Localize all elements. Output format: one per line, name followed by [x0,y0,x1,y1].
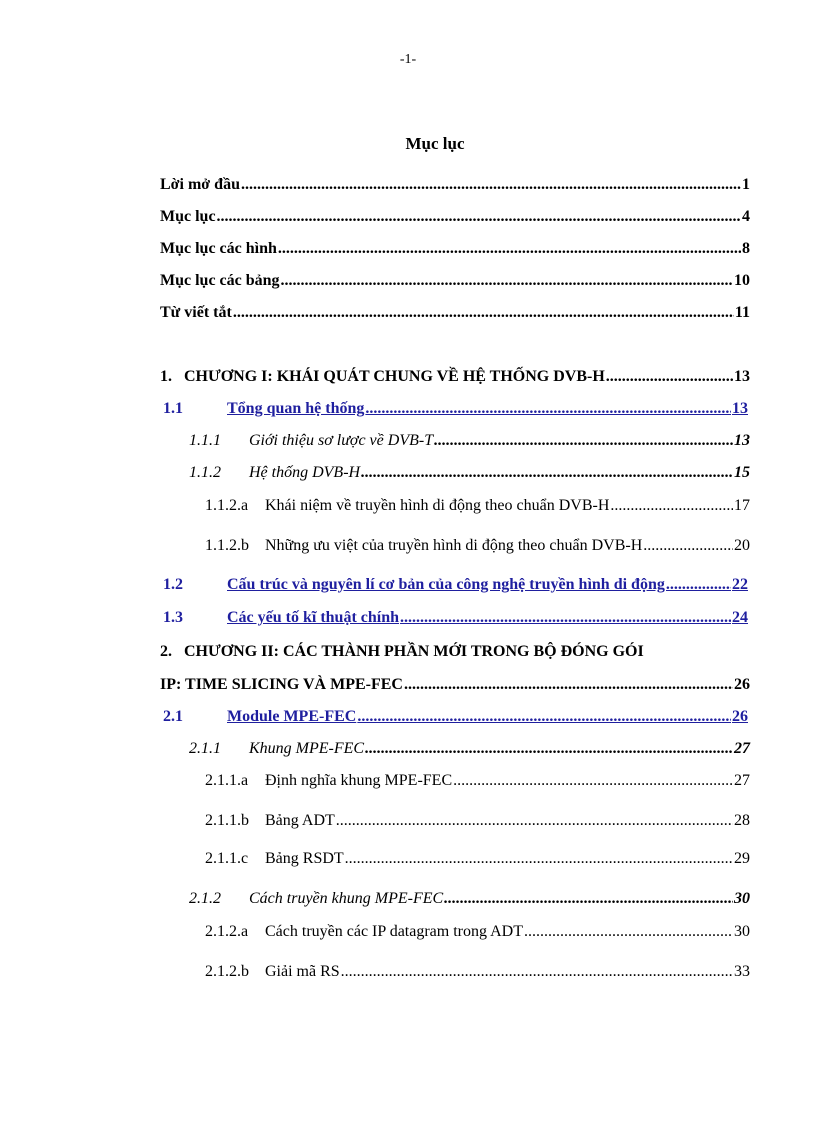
toc-entry-number: 1.2 [163,576,183,593]
toc-subsection-2-1-2[interactable] [189,890,750,908]
toc-entry-label: Lời mở đầu [160,176,240,193]
toc-entry-number: 1.1 [163,400,183,417]
toc-entry-label: Bảng RSDT [265,850,344,867]
toc-subsection-1-1-1[interactable] [189,432,750,450]
toc-entry-label: Các yếu tố kĩ thuật chính [227,609,400,626]
toc-entry-page: 4 [742,208,750,225]
toc-entry-page: 33 [734,963,750,980]
toc-entry-page: 1 [742,176,750,193]
toc-entry-muc-luc-cac-hinh[interactable] [160,240,750,258]
toc-entry-muc-luc[interactable] [160,208,750,226]
toc-subsection-1-1-2[interactable] [189,464,750,482]
toc-entry-page: 13 [734,368,750,385]
toc-entry-page: 10 [734,272,750,289]
toc-entry-label: Khái niệm về truyền hình di động theo chuẩn DVB-H [265,497,610,514]
toc-entry-number: 2.1 [163,708,183,725]
toc-entry-page: 30 [734,890,750,907]
toc-item-1-1-2-b[interactable] [205,537,750,555]
toc-entry-page: 22 [732,576,748,593]
toc-title: Mục lục [405,134,465,153]
toc-entry-label: Cấu trúc và nguyên lí cơ bản của công nghệ truyền hình di động [227,576,665,593]
toc-entry-number: 1.1.2.a [205,497,249,514]
toc-entry-number: 1.1.2.b [205,537,249,554]
toc-entry-label: CHƯƠNG I: KHÁI QUÁT CHUNG VỀ HỆ THỐNG DVB-H [184,368,605,385]
toc-entry-loi-mo-dau[interactable] [160,176,750,194]
toc-entry-label: Mục lục các hình [160,240,277,257]
toc-entry-number: 2. [160,643,172,660]
toc-entry-tu-viet-tat[interactable] [160,304,750,322]
toc-entry-page: 27 [734,772,750,789]
toc-entry-label: Từ viết tắt [160,304,232,321]
toc-entry-label: CHƯƠNG II: CÁC THÀNH PHẦN MỚI TRONG BỘ ĐÓNG GÓI [184,643,644,660]
toc-section-1-2[interactable] [163,576,748,594]
toc-entry-number: 2.1.2.a [205,923,249,940]
toc-entry-number: 2.1.1.b [205,812,249,829]
toc-entry-page: 17 [734,497,750,514]
toc-chapter-2-line1[interactable] [160,643,750,661]
toc-entry-page: 29 [734,850,750,867]
toc-item-1-1-2-a[interactable] [205,497,750,515]
page-number: -1- [399,52,417,67]
toc-subsection-2-1-1[interactable] [189,740,750,758]
toc-entry-number: 2.1.2.b [205,963,249,980]
toc-item-2-1-1-a[interactable] [205,772,750,790]
toc-item-2-1-2-a[interactable] [205,923,750,941]
toc-entry-label: Hệ thống DVB-H [249,464,361,481]
toc-entry-number: 2.1.2 [189,890,221,907]
toc-entry-number: 1.1.2 [189,464,221,481]
toc-entry-page: 13 [734,432,750,449]
toc-entry-page: 8 [742,240,750,257]
toc-entry-page: 27 [734,740,750,757]
toc-entry-page: 30 [734,923,750,940]
toc-chapter-1[interactable] [160,368,750,386]
toc-entry-label: Những ưu việt của truyền hình di động theo chuẩn DVB-H [265,537,643,554]
toc-item-2-1-1-c[interactable] [205,850,750,868]
toc-entry-label: Định nghĩa khung MPE-FEC [265,772,453,789]
toc-entry-label: Khung MPE-FEC [249,740,365,757]
toc-item-2-1-2-b[interactable] [205,963,750,981]
toc-section-1-3[interactable] [163,609,748,627]
toc-entry-number: 1.1.1 [189,432,221,449]
toc-entry-label: Bảng ADT [265,812,335,829]
toc-entry-page: 26 [734,676,750,693]
toc-entry-label: Cách truyền khung MPE-FEC [249,890,444,907]
toc-entry-page: 28 [734,812,750,829]
toc-chapter-2[interactable] [160,676,750,694]
toc-entry-number: 2.1.1.c [205,850,249,867]
toc-section-2-1[interactable] [163,708,748,726]
toc-entry-label: Mục lục các bảng [160,272,280,289]
toc-entry-label: Module MPE-FEC [227,708,357,725]
toc-entry-label: Giới thiệu sơ lược về DVB-T [249,432,434,449]
toc-entry-label: Giải mã RS [265,963,340,980]
toc-entry-number: 2.1.1 [189,740,221,757]
toc-entry-page: 26 [732,708,748,725]
toc-entry-number: 1.3 [163,609,183,626]
toc-entry-label: Tổng quan hệ thống [227,400,365,417]
toc-entry-number: 2.1.1.a [205,772,249,789]
toc-entry-label: Mục lục [160,208,216,225]
toc-item-2-1-1-b[interactable] [205,812,750,830]
toc-entry-page: 20 [734,537,750,554]
toc-section-1-1[interactable] [163,400,748,418]
toc-entry-page: 24 [732,609,748,626]
toc-entry-number: 1. [160,368,172,385]
toc-entry-page: 13 [732,400,748,417]
toc-entry-page: 15 [734,464,750,481]
toc-entry-muc-luc-cac-bang[interactable] [160,272,750,290]
toc-entry-label: IP: TIME SLICING VÀ MPE-FEC [160,676,403,693]
toc-entry-label: Cách truyền các IP datagram trong ADT [265,923,523,940]
toc-entry-page: 11 [734,304,750,321]
